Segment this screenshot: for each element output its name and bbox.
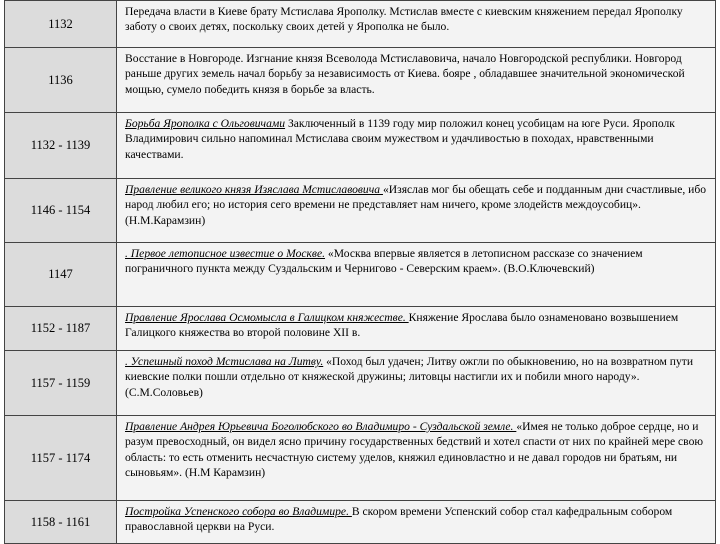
event-title: Постройка Успенского собора во Владимире.	[125, 505, 352, 518]
event-title: . Первое летописное известие о Москве.	[125, 247, 326, 260]
event-title: Борьба Ярополка с Ольговичами	[125, 117, 286, 130]
table-row	[4, 48, 716, 113]
table-row	[4, 243, 716, 307]
table-row	[4, 179, 716, 243]
event-cell	[117, 307, 715, 350]
year-cell: 1136	[5, 48, 117, 112]
event-description: Заключенный в 1139 году мир положил конец усобицам на юге Руси. Ярополк Владимирович сильно напоминал Мстислава своим мужеством и удачливостью в походах, нравственными качествами.	[125, 117, 675, 161]
event-title: Правление Ярослава Осмомысла в Галицком княжестве.	[125, 311, 409, 324]
event-title: Правление великого князя Изяслава Мстиславовича	[125, 183, 383, 196]
year-cell: 1147	[5, 243, 117, 306]
event-description: «Москва впервые является в летописном рассказе со значением пограничного пункта между Суздальским и Черниговo - Северским краем». (В.О.Ключевский)	[125, 247, 643, 276]
year-cell: 1146 - 1154	[5, 179, 117, 242]
event-cell	[117, 243, 715, 306]
history-table	[4, 0, 716, 544]
event-description: «Поход был удачен; Литву ожгли по обыкновению, но на возвратном пути киевские полки пошли отдельно от княжеской дружины; литовцы настигли их и побили много народу». (С.М.Соловьев)	[125, 355, 694, 399]
event-cell	[117, 48, 715, 112]
year-cell: 1132	[5, 1, 117, 47]
event-description: «Имея не только доброе сердце, но и разум превосходный, он видел ясно причину государственных бедствий и хотел спасти от них по крайней мере свою область: то есть отменить несчастную систему уделов, княжил единовластно и не давал городов ни братьям, ни сыновьям». (Н.М Карамзин)	[125, 420, 704, 480]
year-cell: 1152 - 1187	[5, 307, 117, 350]
year-cell: 1157 - 1174	[5, 416, 117, 500]
event-description: Восстание в Новгороде. Изгнание князя Всеволода Мстиславовича, начало Новгородской республики. Новгород раньше других земель начал борьбу за независимость от Киева. бояре , обладавшее значительной экономической мощью, сумело победить князя в борьбе за власть.	[125, 52, 685, 96]
year-cell: 1157 - 1159	[5, 351, 117, 415]
event-cell	[117, 416, 715, 500]
event-cell	[117, 501, 715, 543]
event-cell	[117, 1, 715, 47]
event-title: Правление Андрея Юрьевича Боголюбского во Владимиро - Суздальской земле.	[125, 420, 517, 433]
table-row	[4, 416, 716, 501]
event-description: «Изяслав мог бы обещать себе и подданным дни счастливые, ибо народ любил его; но история сего времени не представляет нам ничего, кроме злодейств междоусобиц». (Н.М.Карамзин)	[125, 183, 707, 227]
event-cell	[117, 351, 715, 415]
event-title: . Успешный поход Мстислава на Литву.	[125, 355, 324, 368]
table-row	[4, 1, 716, 48]
year-cell: 1158 - 1161	[5, 501, 117, 543]
table-row	[4, 113, 716, 179]
event-description: Передача власти в Киеве брату Мстислава Ярополку. Мстислав вместе с киевским княжением передал Ярополку заботу о своих детях, поскольку своих детей у Ярополка не было.	[125, 5, 683, 34]
event-cell	[117, 113, 715, 178]
year-cell: 1132 - 1139	[5, 113, 117, 178]
event-description: В скором времени Успенский собор стал кафедральным собором православной церкви на Руси.	[125, 505, 673, 534]
event-description: Княжение Ярослава было ознаменовано возвышением Галицкого княжества во второй половине XII в.	[125, 311, 679, 340]
table-row	[4, 501, 716, 544]
table-row	[4, 351, 716, 416]
event-cell	[117, 179, 715, 242]
table-row	[4, 307, 716, 351]
